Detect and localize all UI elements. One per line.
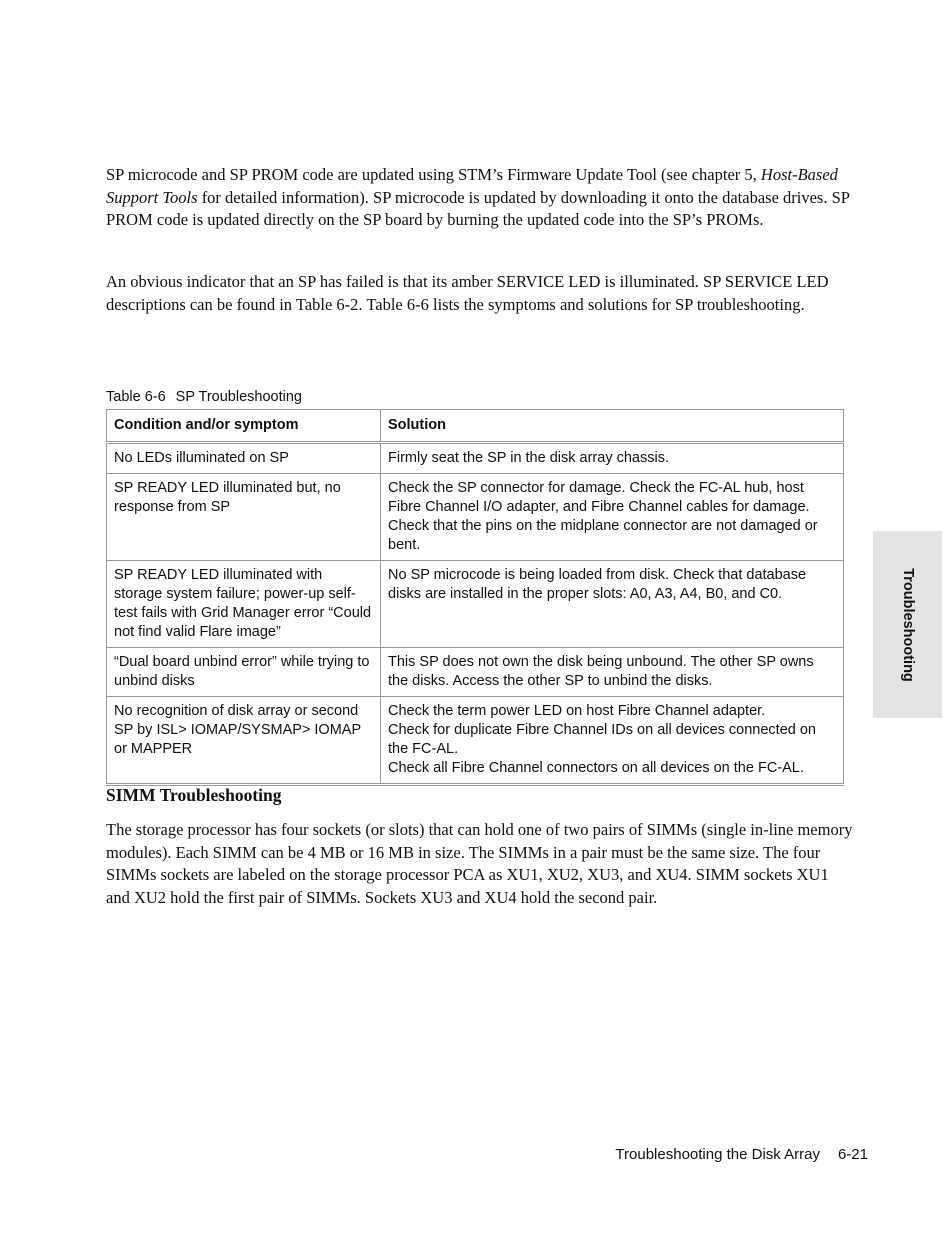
- table-row: [107, 648, 844, 697]
- solution-line: No SP microcode is being loaded from disk. Check that database disks are installed in the proper slots: A0, A3, A4, B0, and C0.: [388, 567, 807, 602]
- table-row: [107, 561, 844, 648]
- table-caption: [106, 389, 302, 405]
- solution-cell: [381, 561, 844, 648]
- side-tab-label: Troubleshooting: [899, 567, 916, 682]
- intro-text-a: SP microcode and SP PROM code are updated using STM’s Firmware Update Tool (see chapter 5,: [106, 165, 761, 184]
- table-row: [107, 697, 844, 785]
- page-number: 6-21: [837, 1146, 868, 1163]
- solution-cell: [381, 443, 844, 474]
- solution-line: This SP does not own the disk being unbound. The other SP owns the disks. Access the other SP to unbind the disks.: [388, 654, 814, 689]
- table-row: [107, 474, 844, 561]
- solution-line: Firmly seat the SP in the disk array chassis.: [388, 450, 669, 466]
- solution-line: Check for duplicate Fibre Channel IDs on all devices connected on the FC-AL.: [388, 722, 816, 757]
- sp-troubleshooting-table: [106, 409, 844, 786]
- intro-text-b: for detailed information). SP microcode is updated by downloading it onto the database drives. SP PROM code is updated directly on the SP board by burning the updated code into the SP’s PROMs.: [106, 187, 850, 230]
- solution-cell: [381, 648, 844, 697]
- table-header-row: [107, 410, 844, 443]
- solution-cell: [381, 697, 844, 785]
- footer-section-title: Troubleshooting the Disk Array: [615, 1146, 820, 1163]
- solution-line: Check the SP connector for damage. Check the FC-AL hub, host Fibre Channel I/O adapter, and Fibre Channel cables for damage. Check that the pins on the midplane connector are not damaged or bent.: [388, 480, 818, 553]
- solution-line: Check all Fibre Channel connectors on all devices on the FC-AL.: [388, 760, 804, 776]
- condition-cell: SP READY LED illuminated with storage system failure; power-up self-test fails with Grid Manager error “Could not find valid Flare image”: [107, 561, 381, 648]
- solution-line: Check the term power LED on host Fibre Channel adapter.: [388, 703, 766, 719]
- intro-paragraph-service-led: An obvious indicator that an SP has failed is that its amber SERVICE LED is illuminated. SP SERVICE LED descriptions can be found in Table 6-2. Table 6-6 lists the symptoms and solutions for SP troubleshooting.: [106, 272, 829, 314]
- solution-cell: [381, 474, 844, 561]
- header-solution: Solution: [381, 410, 844, 443]
- condition-cell: No LEDs illuminated on SP: [107, 443, 381, 474]
- table-row: [107, 443, 844, 474]
- chapter-reference: Host-Based Support Tools: [106, 165, 838, 207]
- page-footer: [615, 1146, 868, 1163]
- condition-cell: No recognition of disk array or second SP by ISL> IOMAP/SYSMAP> IOMAP or MAPPER: [107, 697, 381, 785]
- condition-cell: “Dual board unbind error” while trying to unbind disks: [107, 648, 381, 697]
- section-heading-simm: SIMM Troubleshooting: [106, 785, 282, 805]
- simm-paragraph: The storage processor has four sockets (or slots) that can hold one of two pairs of SIMMs (single in-line memory modules). Each SIMM can be 4 MB or 16 MB in size. The SIMMs in a pair must be the same size. The four SIMMs sockets are labeled on the storage processor PCA as XU1, XU2, XU3, and XU4. SIMM sockets XU1 and XU2 hold the first pair of SIMMs. Sockets XU3 and XU4 hold the second pair.: [106, 820, 853, 907]
- condition-cell: SP READY LED illuminated but, no response from SP: [107, 474, 381, 561]
- chapter-side-tab: [873, 531, 942, 718]
- intro-paragraph-firmware: [106, 164, 856, 232]
- table-caption-title: SP Troubleshooting: [175, 389, 302, 405]
- header-condition: Condition and/or symptom: [107, 410, 381, 443]
- table-caption-number: Table 6-6: [106, 389, 166, 405]
